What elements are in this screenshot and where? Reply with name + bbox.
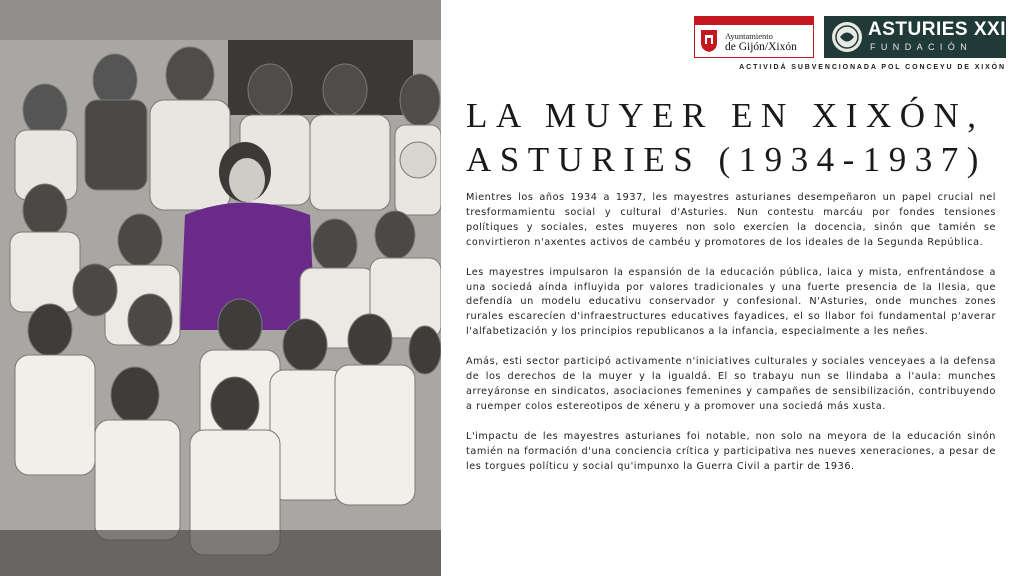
gijon-logo-line2: de Gijón/Xixón — [725, 41, 797, 53]
asturies-emblem-icon — [830, 20, 864, 54]
paragraph-1: Mientres los años 1934 a 1937, les mayestres asturianes desempeñaron un papel crucial nel tresformamientu social y cultural d'Asturies. Nun contestu marcáu por fondes tensiones polítiques y sociales, estes muyeres non solo exercíen la docencia, sinón que tamién se convirtieron n'axentes activos de cambéu y promotores de los ideales de la Segunda República. — [466, 192, 996, 248]
paragraph-3: Amás, esti sector participó activamente n'iniciatives culturales y sociales venceyaes a la defensa de los derechos de la muyer y la igualdá. El so trabayu nun se llindaba a l'aula: munches arreyáronse en sindicatos, asociaciones femenines y campañes de sensibilización, contribuyendo a ruemper colos estereotipos de xéneru y a promover una sociedá más xusta. — [466, 356, 996, 412]
photo-illustration — [0, 0, 441, 576]
gijon-logo-bar — [695, 17, 813, 25]
article-body — [466, 191, 996, 490]
gijon-logo — [694, 16, 814, 58]
asturies-logo-sub: FUNDACIÓN — [870, 42, 973, 52]
page-title — [466, 94, 1006, 182]
title-line-2: ASTURIES (1934-1937) — [466, 140, 987, 179]
asturies-xxi-logo — [824, 16, 1006, 58]
historical-photo — [0, 0, 441, 576]
paragraph-2: Les mayestres impulsaron la espansión de la educación pública, laica y mista, enfrentándose a una sociedá aínda influyida por valores tradicionales y una fuerte presencia de la Ilesia, que defendía un modelu educativu conservador y confesional. N'Asturies, onde munches zones rurales escarecíen d'infraestructures educatives fayadices, el so llabor foi fundamental p'averar l'alfabetización y los principios republicanos a la infancia, especialmente a les neñes. — [466, 266, 996, 338]
title-line-1: LA MUYER EN XIXÓN, — [466, 96, 985, 135]
subsidy-note: ACTIVIDÁ SUBVENCIONADA POL CONCEYU DE XIXÓN — [739, 64, 1006, 71]
asturies-logo-name: ASTURIES XXI — [868, 19, 1006, 40]
gijon-shield-icon — [700, 29, 718, 53]
paragraph-4: L'impactu de les mayestres asturianes foi notable, non solo na meyora de la educación sinón tamién na formación d'una conciencia crítica y participativa nes nueves xeneraciones, a pesar de les torgues políticu y social qu'impunxo la Guerra Civil a partir de 1936. — [466, 430, 996, 472]
gijon-logo-line1: Ayuntamiento — [725, 31, 773, 41]
sponsor-logos — [694, 16, 1006, 72]
